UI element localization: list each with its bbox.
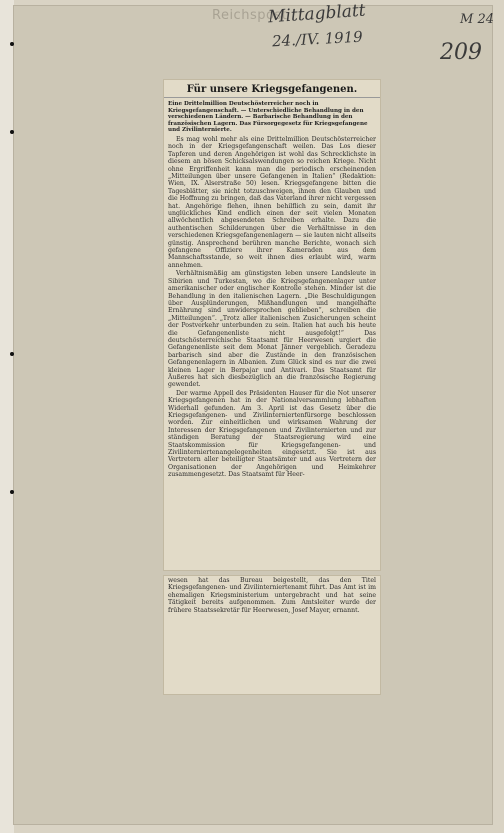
article-subhead: Eine Drittelmillion Deutschösterreicher noch in Kriegsgefangenschaft. — Unterschiedliche Behandlung in den verschiedenen Ländern. — Barbarische Behandlung in den französischen Lagern. Das Fürsorgegesetz für Kriegsgefangene und Zivilinternierte.: [168, 101, 368, 134]
punch-hole: [10, 42, 14, 46]
handwritten-page-number: 209: [440, 40, 482, 65]
article-paragraph: Der warme Appell des Präsidenten Hauser für die Not unserer Kriegsgefangenen hat in der Nationalversammlung lebhaften Widerhall gefunden. Am 3. April ist das Gesetz über die Kriegsgefangenen- und Zivilinterniertenfürsorge beschlossen worden. Zur einheitlichen und wirksamen Wahrung der Interessen der Kriegsgefangenen und Zivilinternierten und zur ständigen Beratung der Staatsregierung wird eine Staatskommission für Kriegsgefangenen- und Zivilinterniertenangelegenheiten eingesetzt. Sie ist aus Vertretern aller beteiligter Staatsämter und aus Vertretern der Organisationen der Angehörigen und Heimkehrer zusammengesetzt. Das Staatsamt für Heer-: [168, 389, 376, 479]
article-body: [164, 135, 380, 481]
handwritten-edition: Mittagblatt: [267, 0, 367, 28]
newspaper-source: Reichspost: [212, 8, 288, 23]
punch-hole: [10, 490, 14, 494]
article-paragraph: Es mag wohl mehr als eine Drittelmillion Deutschösterreicher noch in der Kriegsgefangenschaft weilen. Das Los dieser Tapferen und deren Angehörigen ist wohl das Schrecklichste in diesem an bösen Schicksalswendungen so reichen Kriege. Nicht ohne Ergriffenheit kann man die periodisch erscheinenden „Mitteilungen über unsere Gefangenen in Italien“ (Redaktion: Wien, IX. Alserstraße 50) lesen. Kriegsgefangene bitten die Tagesblätter, sie nicht totzuschweigen, ihnen den Glauben und die Hoffnung zu bringen, daß das Vaterland ihrer nicht vergessen hat. Angehörige flehen, ihnen behilflich zu sein, damit ihr unglückliches Kind endlich einen der seit vielen Monaten allwöchentlich abgesendeten Schreiben erhalte. Dazu die authentischen Schilderungen über die Verhältnisse in den verschiedenen Kriegsgefangenenlagern — sie lauten nicht allseits günstig. Ansprechend berühren manche Berichte, wonach sich gefangene Offiziere ihrer Kameraden aus dem Mannschaftsstande, so weit ihnen dies erlaubt wird, warm annehmen.: [168, 135, 376, 269]
scan-edge: [0, 0, 14, 833]
article-paragraph: Verhältnismäßig am günstigsten leben unsere Landsleute in Sibirien und Turkestan, wo die Kriegsgefangenenlager unter amerikanischer oder englischer Kontrolle stehen. Minder ist die Behandlung in den italienischen Lagern. „Die Beschuldigungen über Ausplünderungen, Mißhandlungen und mangelhafte Ernährung sind unwidersprochen geblieben“, schreiben die „Mitteilungen“. „Trotz aller italienischen Zusicherungen scheint der Postverkehr unterbunden zu sein. Italien hat auch bis heute die Gefangenenliste nicht ausgefolgt!“ Das deutschösterreichische Staatsamt für Heerwesen urgiert die Gefangenenliste seit dem Monat Jänner vergeblich. Geradezu barbarisch sind aber die Zustände in den französischen Gefangenenlagern in Albanien. Zum Glück sind es nur die zwei kleinen Lager in Berpajar und Antivari. Das Staatsamt für Äußeres hat sich diesbezüglich an die französische Regierung gewendet.: [168, 270, 376, 389]
handwritten-ref: M 24: [460, 12, 494, 27]
handwritten-date: 24./IV. 1919: [271, 27, 364, 51]
punch-hole: [10, 352, 14, 356]
punch-hole: [10, 130, 14, 134]
article-paragraph: wesen hat das Bureau beigestellt, das den Titel Kriegsgefangenen- und Zivilinterniertenamt führt. Das Amt ist im ehemaligen Kriegsministerium untergebracht und hat seine Tätigkeit bereits aufgenommen. Zum Amtsleiter wurde der frühere Staatssekretär für Heerwesen, Josef Mayer, ernannt.: [168, 577, 376, 614]
article-continuation-clipping: [164, 576, 380, 694]
article-clipping: [164, 80, 380, 570]
article-headline: Für unsere Kriegsgefangenen.: [164, 84, 380, 98]
article-continuation: [164, 576, 380, 616]
